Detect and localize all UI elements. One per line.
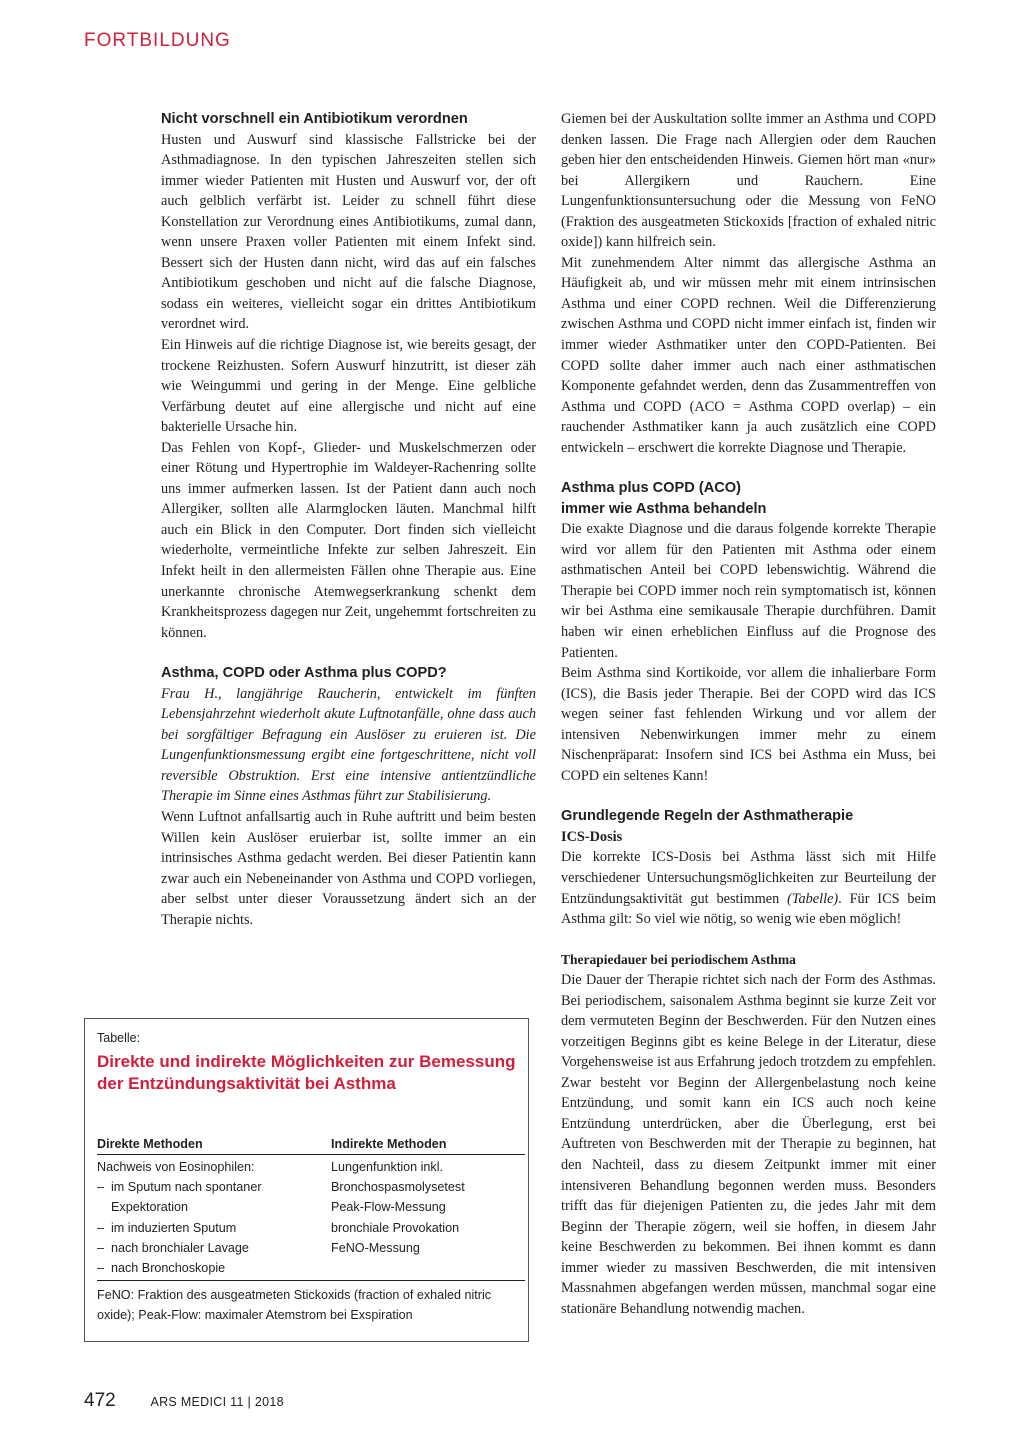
table-cell: FeNO-Messung (331, 1240, 420, 1255)
table-cell (331, 1258, 525, 1278)
table-reference: (Tabelle) (787, 890, 839, 907)
table-row (97, 1157, 525, 1177)
table-footnote: FeNO: Fraktion des ausgeatmeten Stickoxids (fraction of exhaled nitric oxide); Peak-Flow: maximaler Atemstrom bei Exspiration (97, 1288, 492, 1323)
paragraph: Wenn Luftnot anfallsartig auch in Ruhe auftritt und beim besten Willen kein Auslöser eruierbar ist, sollte immer an ein intrinsisches Asthma gedacht werden. Bei dieser Patientin kann zwar auch ein Nebeneinander von Asthma und COPD vorliegen, aber selbst unter dieser Voraussetzung ändert sich an der Therapie nichts. (161, 808, 536, 928)
table-cell: – nach Bronchoskopie (97, 1261, 226, 1276)
table-cell: – im Sputum nach spontaner (97, 1180, 262, 1195)
heading-grundregeln: Grundlegende Regeln der Asthmatherapie (561, 808, 854, 825)
table-kicker: Tabelle: (97, 1031, 141, 1045)
paragraph: Husten und Auswurf sind klassische Fallstricke bei der Asthmadiagnose. In den typischen Jahreszeiten stellen sich immer wieder Patienten mit Husten und Auswurf vor, der oft auch gelblich verfärbt ist. Leider zu schnell führt diese Konstellation zur Verordnung eines Antibiotikums, zumal dann, wenn unsere Praxen voller Patienten mit einem Infekt sind. Bessert sich der Husten dann nicht, wird das auf ein falsches Antibiotikum geschoben und nicht auf die falsche Diagnose, sodass ein weiteres, vielleicht sogar ein drittes Antibiotikum verordnet wird. (161, 131, 536, 333)
table-row (97, 1218, 525, 1238)
text-span: Die korrekte ICS-Dosis bei Asthma lässt sich mit Hilfe verschiedener Untersuchungsmöglichkeiten zur Beurteilung der Entzündungsaktivität gut bestimmen (561, 849, 936, 907)
heading-antibiotikum: Nicht vorschnell ein Antibiotikum verordnen (161, 111, 468, 127)
table-row (97, 1238, 525, 1258)
table-title: Direkte und indirekte Möglichkeiten zur Bemessung der Entzündungsaktivität bei Asthma (97, 1052, 516, 1093)
table-cell: Peak-Flow-Messung (331, 1200, 446, 1215)
subheading-therapiedauer: Therapiedauer bei periodischem Asthma (561, 951, 796, 967)
table-cell: bronchiale Provokation (331, 1220, 460, 1235)
table-cell: – nach bronchialer Lavage (97, 1240, 249, 1255)
table-row (97, 1258, 525, 1278)
page-footer (84, 1390, 284, 1412)
paragraph: Das Fehlen von Kopf-, Glieder- und Muskelschmerzen oder einer Rötung und Hypertrophie im Waldeyer-Rachenring sollte uns immer aufmerken lassen. Ist der Patient dann auch noch Allergiker, sollten alle Alarmglocken läuten. Manchmal hilft auch ein Blick in den Computer. Dort finden sich vielleicht wiederholte, vermeintliche Infekte zur selben Jahreszeit. Ein Infekt heilt in den allermeisten Fällen ohne Therapie aus. Eine unerkannte chronische Atemwegserkrankung schenkt dem Krankheitsprozess dagegen nur Zeit, ungehemmt fortschreiten zu können. (161, 439, 536, 641)
subheading-ics-dosis: ICS-Dosis (561, 828, 623, 845)
left-column (161, 109, 536, 930)
table-body (97, 1155, 525, 1281)
paragraph (561, 847, 936, 929)
table-row (97, 1177, 525, 1197)
paragraph: Ein Hinweis auf die richtige Diagnose ist, wie bereits gesagt, der trockene Reizhusten. Sofern Auswurf hinzutritt, ist dieser zäh wie Weingummi und gering in der Menge. Eine gelbliche Verfärbung deutet auf eine allergische und nicht auf eine bakterielle Ursache hin. (161, 336, 536, 436)
paragraph: Die exakte Diagnose und die daraus folgende korrekte Therapie wird vor allem für den Patienten mit Asthma oder einem asthmatischen Anteil bei COPD lebenswichtig. Während die Therapie bei COPD immer noch rein symptomatisch ist, können wir bei Asthma eine semikausale Therapie durchführen. Damit haben wir einen erheblichen Einfluss auf die Prognose des Patienten. (561, 521, 936, 661)
column-header-indirect: Indirekte Methoden (331, 1137, 447, 1151)
case-paragraph: Frau H., langjährige Raucherin, entwickelt im fünften Lebensjahrzehnt wiederholt akute Luftnotanfälle, ohne dass auch bei sorgfältiger Befragung ein Auslöser zu eruieren ist. Die Lungenfunktionsmessung ergibt eine fortgeschrittene, nicht voll reversible Obstruktion. Erst eine intensive antientzündliche Therapie im Sinne eines Asthmas führt zur Stabilisierung. (161, 685, 536, 805)
column-header-direct: Direkte Methoden (97, 1137, 203, 1151)
paragraph: Beim Asthma sind Kortikoide, vor allem die inhalierbare Form (ICS), die Basis jeder Therapie. Bei der COPD wird das ICS wegen seiner fast fehlenden Wirkung und vor allem der intensiven Nebenwirkungen immer mehr zu einem Nischenpräparat: Insofern sind ICS bei Asthma ein Muss, bei COPD ein seltenes Kann! (561, 665, 936, 784)
paragraph: Giemen bei der Auskultation sollte immer an Asthma und COPD denken lassen. Die Frage nach Allergien oder dem Rauchen geben hier den entscheidenden Hinweis. Giemen hört man «nur» bei Allergikern und Rauchern. Eine Lungenfunktionsuntersuchung oder die Messung von FeNO (Fraktion des ausgeatmeten Stickoxids [fraction of exhaled nitric oxide]) kann hilfreich sein. (561, 111, 936, 251)
table-box (84, 1018, 529, 1342)
table-cell: Expektoration (97, 1200, 189, 1215)
paragraph: Die Dauer der Therapie richtet sich nach der Form des Asthmas. Bei periodischem, saisonalem Asthma beginnt sie kurze Zeit vor dem vermuteten Beginn der Beschwerden. Für den Nutzen eines vorzeitigen Beginns gibt es keine Belege in der Literatur, diese Vorgehensweise ist aus Erfahrung jedoch trotzdem zu empfehlen. Zwar besteht vor Beginn der Allergenbelastung noch keine Entzündung, und somit kann ein ICS auch noch keine Entzündung unterdrücken, aber die Überlegung, erst bei Auftreten von Beschwerden mit der Therapie zu beginnen, hat den Nachteil, dass zu diesem Zeitpunkt immer mit einer intensiveren Behandlung begonnen werden muss. Besonders trifft das für diejenigen Patienten zu, die jedes Jahr mit dem Beginn der Therapie zögern, weil sie hoffen, in diesem Jahr keine Beschwerden zu bekommen. Bei ihnen kommt es dann immer wieder zu massiven Beschwerden, die mit intensiven Massnahmen abgefangen werden müssen, manchmal sogar eine stationäre Behandlung notwendig machen. (561, 972, 936, 1317)
text-span: . Für ICS beim Asthma gilt: So viel wie nötig, so wenig wie eben möglich! (561, 890, 937, 928)
methods-table (97, 1137, 525, 1325)
section-label: FORTBILDUNG (84, 30, 231, 51)
heading-aco-line1: Asthma plus COPD (ACO) (561, 480, 741, 497)
paragraph: Mit zunehmendem Alter nimmt das allergische Asthma an Häufigkeit ab, und wir müssen mehr mit einem intrinsischen Asthma und einer COPD rechnen. Weil die Differenzierung zwischen Asthma und COPD nicht immer einfach ist, finden wir immer wieder Asthmatiker unter den COPD-Patienten. Bei COPD sollte daher immer auch nach einer asthmatischen Komponente gefahndet werden, denn das Zusammentreffen von Asthma und COPD (ACO = Asthma COPD overlap) – ein rauchender Asthmatiker kann ja auch zusätzlich eine COPD entwickeln – erschwert die korrekte Diagnose und Therapie. (561, 254, 936, 456)
table-cell: Lungenfunktion inkl. (331, 1160, 444, 1174)
heading-aco-line2: immer wie Asthma behandeln (561, 500, 767, 517)
table-cell: – im induzierten Sputum (97, 1220, 237, 1235)
table-header (97, 1137, 525, 1155)
page-number: 472 (84, 1390, 116, 1411)
heading-asthma-copd: Asthma, COPD oder Asthma plus COPD? (161, 665, 447, 682)
heading-aco (561, 478, 936, 519)
table-row (97, 1197, 525, 1217)
table-cell: Bronchospasmolysetest (331, 1180, 465, 1195)
right-column (561, 109, 936, 1319)
table-cell: Nachweis von Eosinophilen: (97, 1160, 255, 1174)
journal-name: ARS MEDICI 11 | 2018 (150, 1395, 284, 1409)
